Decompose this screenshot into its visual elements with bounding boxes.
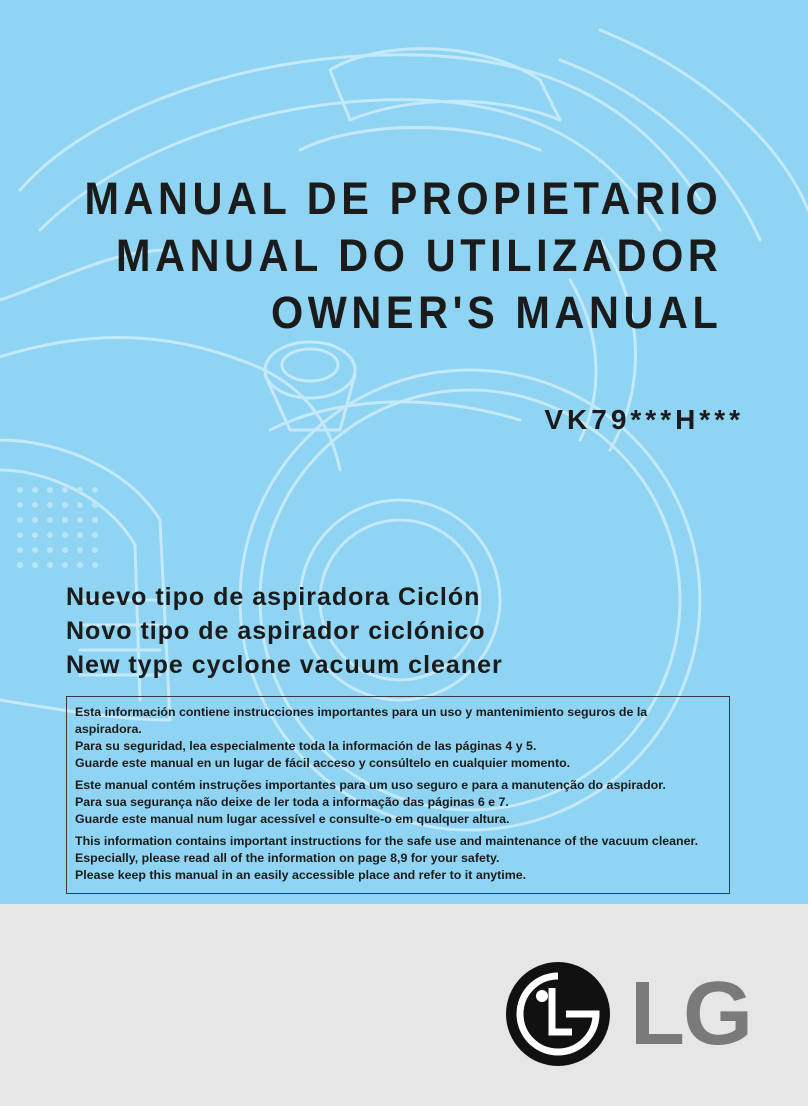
product-subtitles: [66, 580, 503, 682]
model-number: VK79***H***: [544, 404, 744, 435]
notice-line: aspiradora.: [75, 722, 142, 736]
title-english: OWNER'S MANUAL: [270, 287, 722, 338]
subtitle-portuguese: Novo tipo de aspirador ciclónico: [66, 617, 486, 645]
notice-spanish: [75, 704, 721, 772]
notice-english: [75, 833, 721, 884]
notice-line: Esta información contiene instrucciones importantes para un uso y mantenimiento seguros de la: [75, 705, 648, 719]
manual-titles: [29, 170, 722, 341]
notice-line: Guarde este manual num lugar acessível e consulte-o em qualquer altura.: [75, 812, 510, 826]
notice-line: Especially, please read all of the information on page 8,9 for your safety.: [75, 851, 500, 865]
notice-line: Please keep this manual in an easily accessible place and refer to it anytime.: [75, 868, 527, 882]
subtitle-english: New type cyclone vacuum cleaner: [66, 651, 503, 679]
title-portuguese: MANUAL DO UTILIZADOR: [115, 230, 722, 281]
notice-line: Para su seguridad, lea especialmente toda la información de las páginas 4 y 5.: [75, 739, 537, 753]
notice-portuguese: [75, 777, 721, 828]
notice-line: Este manual contém instruções importantes para um uso seguro e para a manutenção do aspirador.: [75, 778, 666, 792]
subtitle-spanish: Nuevo tipo de aspiradora Ciclón: [66, 583, 481, 611]
brand-logo: [506, 962, 756, 1066]
safety-notice-box: [66, 696, 730, 894]
title-spanish: MANUAL DE PROPIETARIO: [84, 173, 722, 224]
lg-face-logo-icon: [506, 962, 610, 1066]
notice-line: Guarde este manual en un lugar de fácil acceso y consúltelo en cualquier momento.: [75, 756, 571, 770]
brand-name: LG: [630, 964, 751, 1064]
notice-line: Para sua segurança não deixe de ler toda a informação das páginas 6 e 7.: [75, 795, 509, 809]
notice-line: This information contains important instructions for the safe use and maintenance of the vacuum cleaner.: [75, 834, 699, 848]
